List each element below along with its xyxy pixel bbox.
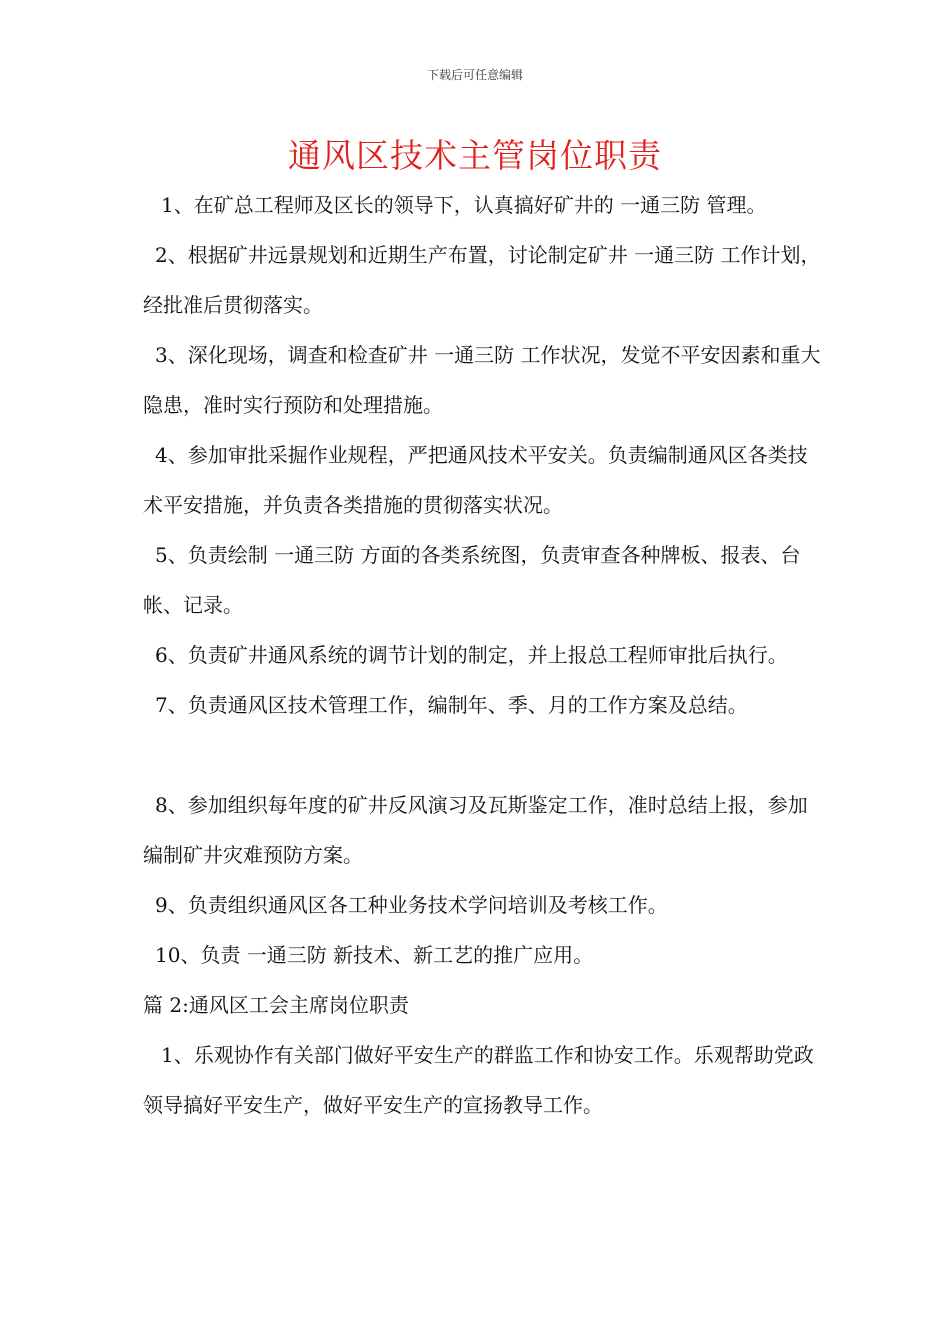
paragraph-9: 9、负责组织通风区各工种业务技术学问培训及考核工作。	[155, 893, 668, 917]
paragraph-10: 10、负责 一通三防 新技术、新工艺的推广应用。	[155, 943, 594, 967]
paragraph-5: 5、负责绘制 一通三防 方面的各类系统图，负责审查各种牌板、报表、台帐、记录。	[143, 543, 801, 617]
paragraph-8: 8、参加组织每年度的矿井反风演习及瓦斯鉴定工作，准时总结上报，参加编制矿井灾难预防方案。	[143, 793, 808, 867]
document-body	[143, 180, 823, 1130]
document-title: 通风区技术主管岗位职责	[288, 136, 662, 175]
paragraph-2: 2、根据矿井远景规划和近期生产布置，讨论制定矿井 一通三防 工作计划，经批准后贯彻落实。	[143, 243, 821, 317]
section-heading: 篇 2:通风区工会主席岗位职责	[143, 993, 409, 1017]
blank-line	[143, 730, 823, 780]
header-note: 下载后可任意编辑	[426, 68, 523, 82]
section-paragraph-1: 1、乐观协作有关部门做好平安生产的群监工作和协安工作。乐观帮助党政领导搞好平安生产，做好平安生产的宣扬教导工作。	[143, 1043, 814, 1117]
paragraph-3: 3、深化现场，调查和检查矿井 一通三防 工作状况，发觉不平安因素和重大隐患，准时实行预防和处理措施。	[143, 343, 821, 417]
paragraph-1: 1、在矿总工程师及区长的领导下，认真搞好矿井的 一通三防 管理。	[161, 193, 767, 217]
paragraph-4: 4、参加审批采掘作业规程，严把通风技术平安关。负责编制通风区各类技术平安措施，并负责各类措施的贯彻落实状况。	[143, 443, 808, 517]
paragraph-6: 6、负责矿井通风系统的调节计划的制定，并上报总工程师审批后执行。	[155, 643, 788, 667]
paragraph-7: 7、负责通风区技术管理工作，编制年、季、月的工作方案及总结。	[155, 693, 748, 717]
